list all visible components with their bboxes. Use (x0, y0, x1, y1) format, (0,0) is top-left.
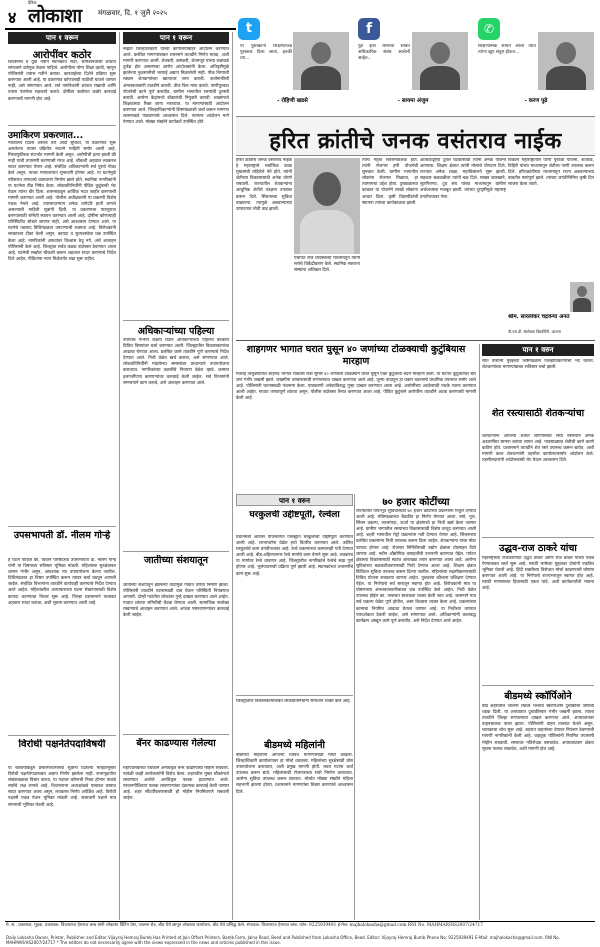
social-strip (236, 18, 596, 112)
beedmadhye-body: बीड शहरातील जालना रोडवर भरधाव स्कॉर्पिओने दुचाकीला जोराची धडक दिली. या अपघातात दुचाकीस्वार गंभीर जखमी झाला. त्याला तातडीने जिल्हा रुग्णालयात दाखल करण्यात आले. अपघातानंतर वाहनचालक फरार झाला. पोलिसांनी वाहन ताब्यात घेतले असून, चालकाचा शोध सुरू आहे. शहरात वाहनांच्या वेगावर नियंत्रण ठेवण्याची मागणी नागरिकांनी केली आहे. वाहतूक पोलिसांनी नियमित तपासणी मोहीम राबवावी. रस्त्यावर गतिरोधक बसवावेत. अपघातप्रवण क्षेत्रात सूचना फलक लावावेत, अशी मागणी होत आहे. (482, 704, 594, 752)
banner-page1-second: पान १ वरून (123, 32, 229, 44)
beedmadhye-mahila-head: बीडमध्ये महिलांनी (264, 740, 325, 751)
whatsapp-name: - करण पुढे (524, 98, 548, 104)
banner-page1-right: पान १ वरुन (482, 344, 594, 356)
feature-body-col1: हरित क्रांतीचे जनक वसंतराव नाईक हे महाराष्ट्राचे सर्वाधिक काळ मुख्यमंत्री राहिलेले नेते होते. त्यांनी शेतीच्या विकासासाठी अनेक धोरणे राबवली. राज्यातील शेतकऱ्यांना आधुनिक शेतीचे तंत्रज्ञान उपलब्ध करून दिले. सिंचनाच्या सुविधा वाढवल्या. त्यामुळे अन्नधान्याच्या उत्पादनात मोठी वाढ झाली. (236, 158, 292, 212)
banner-page1-left: पान १ वरून (8, 32, 116, 44)
left-body-3: हे पटले पाहिजे की, विधान परिषदेच्या उपसभापती डॉ. नीलम गोऱ्हे यांनी या विषयावर सविस्तर भूमिका मांडली. महिलांच्या सुरक्षेबाबत शासन गंभीर असून, आवश्यक त्या उपाययोजना केल्या जातील. विधिमंडळात हा विषय उपस्थित करून त्यावर चर्चा घडवून आणली जाईल. संबंधित विभागांना तातडीने कार्यवाही करण्याचे निर्देश देण्यात आले आहेत. महिलांवरील अत्याचाराच्या घटना रोखण्यासाठी विशेष कायदा करण्याचा विचार सुरू आहे. जिल्हा प्रशासनाने याबाबत अहवाल सादर करावा, अशी सूचना करण्यात आली आहे. (8, 558, 116, 606)
banner-page1-center: पान १ वरुन (236, 494, 353, 506)
facebook-icon: f (358, 18, 380, 40)
left-head-2: उमाकिरण प्रकरणात... (8, 131, 84, 141)
col2-head-2: जातीच्या संशयातून (144, 555, 208, 566)
left-head-3: उपसभापती डॉ. नीलम गोऱ्हे (13, 530, 111, 541)
page-number: ४ (8, 8, 17, 27)
feature-body-col2: त्यांचे नेतृत्व सर्वसमावेशक होते. त्यांनी रोजगार हमी योजनेची सुरुवात केली. ग्रामीण भागातील लोकांना रोजगार मिळावा, हा त्यामागचा उद्देश होता. दुष्काळाच्या काळात या योजनेने लाखो लोकांना आधार दिला. कृषी विद्यापीठांची स्थापना त्यांच्या कार्यकाळात झाली. (362, 158, 418, 206)
gharkuli-body: प्रधानमंत्री आवास योजनेंतर्गत जिल्ह्यात घरकुलांची उद्दिष्टपूर्ती करण्यात आली आहे. लाभार्थ्यांना वेळेत हप्ते वितरित करण्यात आले. उर्वरित घरकुलांचे काम प्रगतीपथावर आहे. रेल्वे प्रकल्पाच्या कामालाही गती देण्यात आली आहे. बीड-अहिल्यानगर रेल्वे मार्गाचे काम वेगाने सुरू आहे. लवकरच या मार्गावर रेल्वे धावणार आहे. जिल्ह्यातील नागरिकांचे रेल्वेचे स्वप्न पूर्ण होणार आहे. भूसंपादनाची प्रक्रिया पूर्ण झाली आहे. स्थानकांच्या उभारणीचे काम सुरू आहे. (236, 535, 353, 577)
left-body-4: या चालत्याकडून प्रसारमाध्यमांच्या सूत्रांनी दिलेल्या माहितीनुसार विरोधी पक्षनेतेपदाबाबत अद्याप निर्णय झालेला नाही. सभागृहातील संख्याबळाचा विचार करता, या पदावर कोणाची निवड होणार याकडे सर्वांचे लक्ष लागले आहे. विधानसभा अध्यक्षांकडे याबाबत प्रस्ताव सादर करण्यात आला असून, लवकरच निर्णय अपेक्षित आहे. विरोधी पक्षांनी एकत्र येऊन भूमिका मांडली आहे. सत्ताधारी पक्षाने मात्र संयमाची भूमिका घेतली आहे. (8, 766, 116, 808)
rs-body: राज्यातील पायाभूत सुविधांसाठी ७० हजार कोटींच्या प्रकल्पांना मंजुरी देण्यात आली आहे. मंत्रिमंडळाच्या बैठकीत हा निर्णय घेण्यात आला. रस्ते, पूल, सिंचन प्रकल्प, जलसंपदा, ऊर्जा या क्षेत्रांमध्ये हा निधी खर्च केला जाणार आहे. ग्रामीण भागातील रस्त्यांच्या विकासासाठी विशेष तरतूद करण्यात आली आहे. शहरी भागातील मेट्रो प्रकल्पांना गती देण्यात येणार आहे. सिंचनाच्या प्रलंबित प्रकल्पांना निधी उपलब्ध करून दिला जाईल. शेतकऱ्यांना याचा मोठा फायदा होणार आहे. रोजगार निर्मितीसाठी उद्योग क्षेत्राला प्रोत्साहन दिले जाणार आहे. नवीन औद्योगिक वसाहतींची उभारणी करण्यात येईल. पर्यटन क्षेत्राच्या विकासासाठी स्वतंत्र आराखडा तयार करण्यात आला आहे. आरोग्य सुविधांच्या बळकटीकरणासाठी निधी देण्यात आला आहे. शिक्षण क्षेत्रात डिजिटल सुविधा उपलब्ध करून दिल्या जातील. महिलांच्या सक्षमीकरणासाठी विविध योजना राबवल्या जाणार आहेत. युवकांना कौशल्य प्रशिक्षण देण्यात येईल. या निर्णयाचे सर्व स्तरातून स्वागत होत आहे. विरोधकांनी मात्र या घोषणांच्या अंमलबजावणीबाबत प्रश्न उपस्थित केले आहेत. निधी वेळेत उपलब्ध होईल का, याबाबत साशंकता व्यक्त केली जात आहे. शासनाने मात्र सर्व प्रकल्प वेळेत पूर्ण होतील, असा विश्वास व्यक्त केला आहे. प्रकल्पांच्या कामाचा नियमित आढावा घेतला जाणार आहे. या निधीच्या वापरात पारदर्शकता ठेवली जाईल, असे सांगण्यात आले. अधिकाऱ्यांनी कालबद्ध कार्यक्रम आखून कामे पूर्ण करावीत, असे निर्देश देण्यात आले आहेत. (356, 509, 476, 624)
gharkuli-body-2: जिल्ह्यातील विकासकामांबाबत लोकप्रतिनिधींनी समाधान व्यक्त केले आहे. (236, 699, 351, 704)
feature-body-col1b: पंचायत राज व्यवस्थेच्या माध्यमातून त्यांनी सत्तेचे विकेंद्रीकरण केले. स्थानिक स्वराज्य संस्थांना अधिकार दिले. (294, 256, 360, 274)
facebook-caption: पुढे इतर धर्मांच्या सोबत अधिकारिक संबंध आलेली आहेत.. (358, 44, 410, 62)
beedmadhye-mahila-body: बीडमध्ये महिलांनी आपल्या विविध मागण्यांसाठी मोर्चा काढला. जिल्हाधिकारी कार्यालयावर हा मोर्चा धडकला. महिलांच्या सुरक्षेसाठी ठोस उपाययोजना कराव्यात, अशी प्रमुख मागणी होती. बचत गटांना कर्ज उपलब्ध करून द्यावे. महिलांसाठी रोजगाराच्या संधी निर्माण कराव्यात. आरोग्य सुविधा उपलब्ध करून द्याव्यात. मोर्चात मोठ्या संख्येने महिला सहभागी झाल्या होत्या. प्रशासनाने मागण्यांचा विचार करण्याचे आश्वासन दिले. (236, 753, 353, 795)
col2-head-1: अधिकाऱ्यांच्या पहिल्या (137, 326, 215, 337)
vasantrao-naik-portrait (294, 158, 360, 254)
author-subtitle: पी.एच.डी. संशोधक विद्यार्थिनी, जालना (508, 329, 561, 334)
twitter-icon: t (238, 18, 260, 40)
dateline: मंगळवार, दि. १ जुलै २०२५ (98, 9, 168, 17)
col2-body-3: जातीच्या संशयातून झालेल्या वादामुळे गावात तणाव निर्माण झाला. पोलिसांनी तातडीने घटनास्थळी धाव घेऊन परिस्थिती नियंत्रणात आणली. दोन्ही गटांतील लोकांवर गुन्हे दाखल करण्यात आले आहेत. गावात शांतता समितीची बैठक घेण्यात आली. सामाजिक सलोखा राखण्याचे आवाहन करण्यात आले. अफवा पसरवणाऱ्यांवर कारवाई केली जाईल. (123, 583, 229, 619)
twitter-name: - रोहिणी खडसे (277, 98, 308, 104)
col2-body-1: नव्हता जिल्हाधिकारी यांच्या कार्यालयाबाहेर आंदोलन करण्यात आले. प्रलंबित मागण्यांबाबत शासनाने तातडीने निर्णय घ्यावा, अशी मागणी करण्यात आली. शेतकरी, कष्टकरी, शेतमजूर यांच्या प्रश्नांकडे दुर्लक्ष होत असल्याचा आरोप आंदोलकांनी केला. अतिवृष्टीमुळे झालेल्या नुकसानीची भरपाई अद्याप मिळालेली नाही. पीक विम्याची रक्कम शेतकऱ्यांच्या खात्यावर जमा करावी. कर्जमाफीची अंमलबजावणी तातडीने करावी. वीज बिल माफ करावे. पाणीपुरवठा योजनेची कामे पूर्ण करावीत. ग्रामीण भागातील रस्त्यांची दुरुस्ती करावी. आरोग्य केंद्रांमध्ये डॉक्टरांची नियुक्ती करावी. शाळांमध्ये शिक्षकांच्या रिक्त जागा भराव्यात. या मागण्यांसाठी आंदोलन करण्यात आले. जिल्हाधिकाऱ्यांनी शिष्टमंडळाशी चर्चा करून मागण्या शासनाकडे पाठवण्याचे आश्वासन दिले. त्यानंतर आंदोलन मागे घेण्यात आले. मोठ्या संख्येने कार्यकर्ते उपस्थित होते. (123, 47, 229, 126)
whatsapp-icon: ✆ (478, 18, 500, 40)
whatsapp-caption: शिक्षणात्मक साधने आली त्यात त्यांना खूप संतुष्ट होऊन... (478, 44, 536, 56)
col2-head-3: बॅनर काढण्यास गेलेल्या (136, 738, 216, 749)
footer-imprint-english: Daily Lokasha Owner, Printer, Publisher and Editor Vijayraj Hemraj Bumb Has Printed at Jain Offset Printers, Bamb Farm, Jalna Road, Beed and Published from Lokasha Office, Beed. Editor: Vijayraj Hemraj Bumb Phone No: 9225939491 E-Mail: majhalokasha@gmail.com. RNI No. MAHMAR/HS2007/24717 * The editors do not necessarily agree with the views expressed in the news and articles published in this issue. (6, 935, 560, 946)
col2-body-4: महापालिकेच्या पथकाने अनधिकृत बॅनर काढण्याची मोहीम राबवली. यावेळी काही कार्यकर्त्यांनी विरोध केला. शहरातील मुख्य चौकांमध्ये लावण्यात आलेले अनधिकृत फलक हटवण्यात आले. परवानगीशिवाय फलक लावणाऱ्यांवर दंडात्मक कारवाई केली जाणार आहे. शहर सौंदर्यीकरणासाठी ही मोहीम नियमितपणे राबवली जाईल. (123, 766, 229, 802)
col2-body-2: उपायांचे गांभीर्य लक्षात घेऊन अधिकाऱ्यांच्या पहिल्या बैठकीत विविध विषयांवर चर्चा करण्यात आली. जिल्ह्यातील विकासकामांचा आढावा घेण्यात आला. प्रलंबित कामे तातडीने पूर्ण करण्याचे निर्देश देण्यात आले. निधी वेळेत खर्च करावा, असे सांगण्यात आले. लोकप्रतिनिधींनी मांडलेल्या समस्यांवर प्राधान्याने उपाययोजना कराव्यात. नागरिकांच्या तक्रारींचे निवारण वेळेत व्हावे. कामात हलगर्जीपणा करणाऱ्यांवर कारवाई केली जाईल. सर्व विभागांनी समन्वयाने काम करावे, असे आवाहन करण्यात आले. (123, 338, 229, 386)
left-body-1: शिवसेनेचे व युवा नवीन स्थानकात सदर, सोमेश्वरवरची शोधात समाजाने वर्तणूक ठेवला पाहिजे. आरोपीला योग्य शिक्षा व्हावी, म्हणून पोलिसांनी तपास गतीने करावा. कारवाईच्या दिशेने प्रक्रिया सुरू करण्यात आली आहे. या प्रकरणात कोणालाही पाठीशी घातले जाणार नाही, असे सांगण्यात आले. सर्व नागरिकांनी शांतता राखावी आणि तपास यंत्रणेला सहकार्य करावे. दोषींवर कठोरात कठोर कारवाई करण्याची मागणी होत आहे. (8, 60, 116, 102)
shahgad-head: शाहगणर भागात घरात घुसून ४० जणांच्या टोळक्याची कुटुंबियास मारहाण (246, 344, 466, 367)
feature-body-col4: विकास महाराष्ट्रातील पाणी पुरवठा योजना, शेततळे, विहिरी यांच्या माध्यमातून शेतीला पाणी उपलब्ध करून दिले. हरितक्रांतीच्या माध्यमातून राज्य अन्नधान्याच्या बाबतीत स्वयंपूर्ण झाले. त्यांच्या जयंतीनिमित्त कृषी दिन साजरा केला जातो. (508, 158, 594, 188)
left-head-1: आरोपींवर कठोर (32, 50, 92, 61)
uddhav-body: महाराष्ट्राच्या राजकारणात उद्धव ठाकरे आणि राज ठाकरे यांच्या एकत्र येण्याबाबत चर्चा सुरू आहे. मराठी भाषेच्या मुद्द्यावर दोघांनी एकत्रित भूमिका घेतली आहे. हिंदी सक्तीच्या विरोधात मोर्चा काढण्याची घोषणा करण्यात आली आहे. या निर्णयाचे राज्यभरातून स्वागत होत आहे. मराठी माणसाच्या हितासाठी एकत्र यावे, अशी कार्यकर्त्यांची भावना आहे. (482, 556, 594, 592)
logo-tag: दैनिक (28, 0, 37, 5)
author-photo (570, 282, 594, 312)
left-body-2: न्यायालय दिवस असला तरी आदी सुविधा, या प्रकरणात सुरू असलेल्या तपास प्रक्रियेत नव्याने माहिती समोर आली आहे. मिरवणुकीच्या संदर्भात मागणी केली असून, आरोपीची हत्या झाली की नाही याची तपासणी करण्याची गरज आहे. चौकशी अहवाल लवकरच सादर करण्यात येणार आहे. संबंधित अधिकाऱ्यांनी सर्व पुरावे गोळा केले असून, त्यावर न्यायालयात सुनावणी होणार आहे. या घटनेमुळे परिसरात तणावाचे वातावरण निर्माण झाले होते. स्थानिक नागरिकांनी या घटनेचा तीव्र निषेध केला. लोकप्रतिनिधींनी पीडित कुटुंबाची भेट घेऊन त्यांना धीर दिला. शासनाकडून आर्थिक मदत जाहीर करण्याची मागणी करण्यात आली आहे. पोलीस अधीक्षकांनी या प्रकरणी विशेष पथक नेमले आहे. तपासादरम्यान अनेक धागेदोरे हाती लागले असल्याची माहिती सूत्रांनी दिली. या प्रकरणाचा पाठपुरावा करण्यासाठी समिती स्थापन करण्यात आली आहे. दोषींना कोणत्याही परिस्थितीत सोडले जाणार नाही, असे आश्वासन देण्यात आले. या घटनेचे पडसाद विधिमंडळात उमटण्याची शक्यता आहे. विरोधकांनी सरकारवर टीका केली असून, कायदा व सुव्यवस्थेचा प्रश्न उपस्थित केला आहे. नागरिकांनी अफवांवर विश्वास ठेवू नये, असे आवाहन पोलिसांनी केले आहे. जिल्ह्यात सर्वत्र कडक बंदोबस्त ठेवण्यात आला आहे. घटनेची सखोल चौकशी करून अहवाल सादर करण्याचे निर्देश दिले आहेत. पीडितांना न्याय मिळेपर्यंत लढा सुरू राहील. (8, 141, 116, 262)
feature-title: हरित क्रांतीचे जनक वसंतराव नाईक (269, 129, 562, 154)
footer-imprint-marathi: मे. सं.. प्रकाशक, मुद्रक, प्रकाशक: विजयराज हेमराज बम्ब यांनी लोकाशा प्रिंटिंग प्रेस, जालना रोड, बीड येथे छापून लोकाशा कार्यालय, बीड येथे प्रसिद्ध केले. संपादक: विजयराज हेमराज बम्ब. फोन: 9225939491 ई-मेल: majhalokasha@gmail.com RNI No. MAHMAR/HS2007/24717 (6, 923, 484, 928)
right-body-1: सात तासांनी मुंबईच्या शिष्टमंडळाने जिल्हाधिकाऱ्यांची भेट घेतली. शेतकऱ्यांच्या मागण्यांबाबत सविस्तर चर्चा झाली. (482, 359, 594, 371)
uddhav-head: उद्धव-राज ठाकरे यांचा (499, 543, 577, 554)
whatsapp-person-photo (538, 32, 594, 90)
beedmadhye-head: बीडमध्ये स्कॉर्पिओने (504, 691, 572, 702)
twitter-caption: या पुस्तकांना शिक्षणतज्ज्ञ पुरस्कार दिला जावा, इतकी त्या... (240, 44, 292, 62)
author-name: श्रीम. सारलोकर चंद्रवन्या अनंत (508, 314, 570, 320)
gharkuli-head: घरकुलची उद्दीष्टपूर्ती, रेल्वेला (249, 510, 340, 520)
sheltarasti-body: शेतकऱ्यांना आपल्या शेतात जाण्यासाठी रस्ता नसल्याने अनेक अडचणींचा सामना करावा लागत आहे. पावसाळ्यात शेतीची कामे करणे कठीण होते. प्रशासनाने तातडीने शेत रस्ते उपलब्ध करून द्यावेत, अशी मागणी करत शेतकऱ्यांनी तहसील कार्यालयासमोर आंदोलन केले. तहसीलदारांनी आंदोलकांची भेट घेऊन आश्वासन दिले. (482, 434, 594, 464)
facebook-person-photo (412, 32, 468, 90)
feature-body-col3: आर्थिकदृष्ट्या दुर्बल घटकांसाठी त्यांनी अनेक योजना आणल्या. शिक्षण क्षेत्रात त्यांनी मोलाचे योगदान दिले. राज्यात अनेक शाळा, महाविद्यालये सुरू झाली. सहकार चळवळीला त्यांनी बळ दिले. साखर कारखाने, सूतगिरण्या, दूध संघ यांच्या माध्यमातून ग्रामीण अर्थव्यवस्था मजबूत झाली. त्यांच्या दूरदृष्टीमुळे महाराष्ट्र प्रगतीपथावर गेला. (420, 158, 506, 200)
left-head-4: विरोधी पक्षनेतेपदाविषयी (18, 739, 106, 750)
shahgad-body: गेवराई तालुक्यातील शाहगड भागात रविवारी रात्री सुमारे ४० जणांच्या टोळक्याने घरात घुसून एका कुटुंबाला बेदम मारहाण केली. या घटनेत कुटुंबातील चार जण गंभीर जखमी झाले. जखमींना उपचारासाठी रुग्णालयात दाखल करण्यात आले आहे. जुन्या वादातून हा प्रकार घडल्याचे प्राथमिक तपासात समोर आले आहे. पोलिसांनी घटनास्थळी पंचनामा केला. याप्रकरणी अनेकांविरुद्ध गुन्हा दाखल करण्यात आला आहे. आरोपींच्या अटकेसाठी पथके रवाना करण्यात आली आहेत. गावात तणावपूर्ण शांतता असून, पोलीस बंदोबस्त तैनात करण्यात आला आहे. पीडित कुटुंबाने आरोपींना तातडीने अटक करण्याची मागणी केली आहे. (236, 372, 476, 402)
feature-title-strip (236, 116, 595, 156)
twitter-person-photo (293, 32, 349, 90)
rs-head: ७० हजार कोटींच्या (382, 497, 450, 508)
facebook-name: - सायमा अंजुम (397, 98, 429, 104)
newspaper-logo: लोकाशा (28, 5, 82, 27)
sheltarasti-head: शेत रस्त्यासाठी शेतकऱ्यांचा (491, 408, 585, 419)
